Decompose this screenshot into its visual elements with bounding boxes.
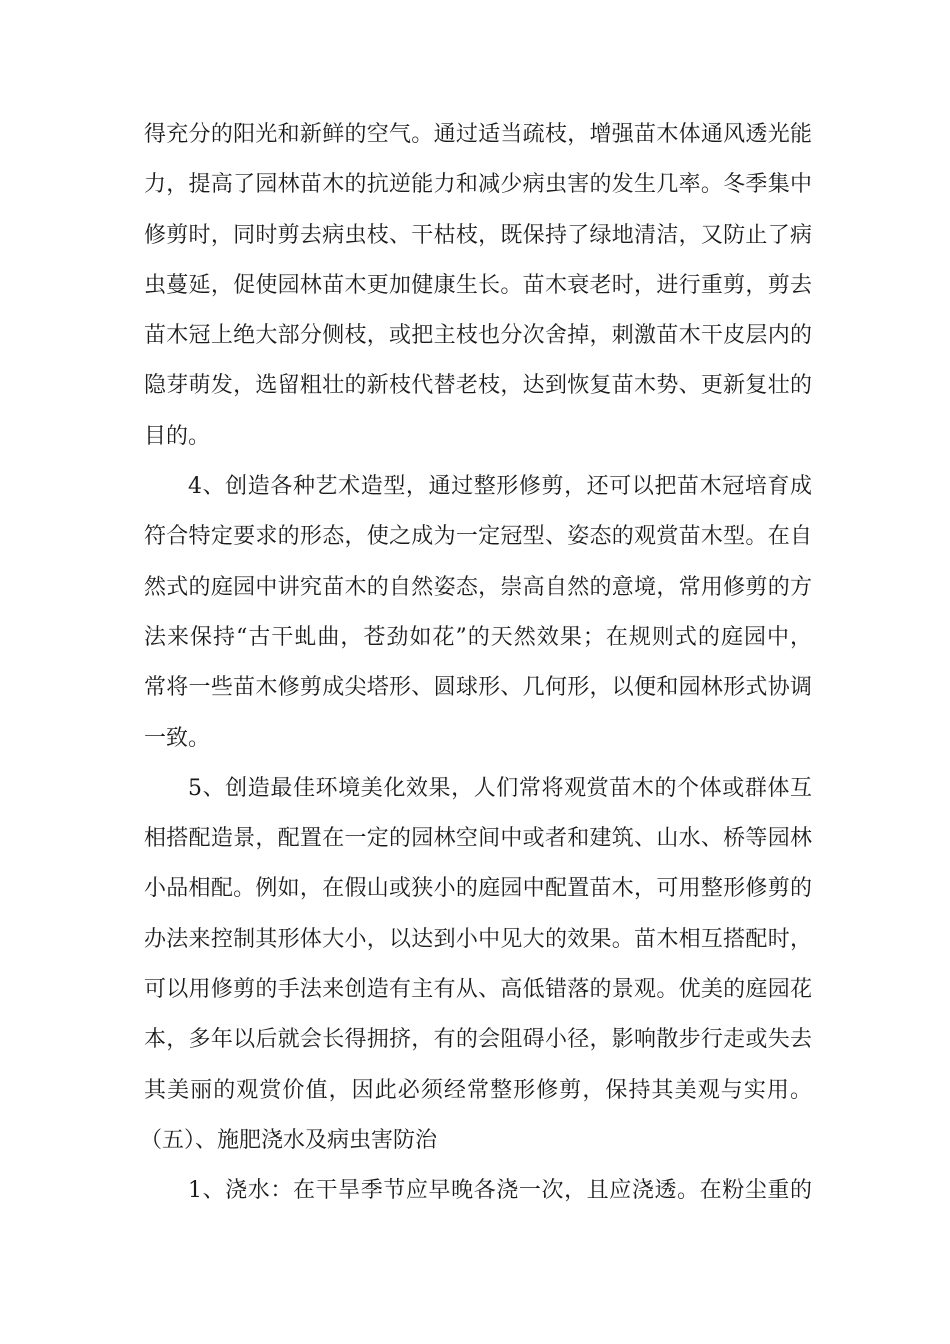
text-line: 符合特定要求的形态，使之成为一定冠型、姿态的观赏苗木型。在自 — [144, 524, 812, 550]
document-page — [140, 110, 812, 1217]
text-line: 然式的庭园中讲究苗木的自然姿态，崇高自然的意境，常用修剪的方 — [144, 574, 812, 600]
text-line: 隐芽萌发，选留粗壮的新枝代替老枝，达到恢复苗木势、更新复壮的 — [144, 373, 812, 399]
text-line: 1、浇水：在干旱季节应早晚各浇一次，且应浇透。在粉尘重的 — [188, 1178, 812, 1204]
paragraph-pruning-benefits — [144, 110, 812, 462]
text-line: 虫蔓延，促使园林苗木更加健康生长。苗木衰老时，进行重剪，剪去 — [144, 272, 812, 298]
text-line: 其美丽的观赏价值，因此必须经常整形修剪，保持其美观与实用。 — [144, 1077, 812, 1103]
text-line: 法来保持“古干虬曲，苍劲如花”的天然效果；在规则式的庭园中， — [144, 624, 812, 650]
text-line: 得充分的阳光和新鲜的空气。通过适当疏枝，增强苗木体通风透光能 — [144, 122, 812, 147]
text-line: 目的。 — [144, 423, 211, 449]
text-line: 修剪时，同时剪去病虫枝、干枯枝，既保持了绿地清洁，又防止了病 — [144, 222, 812, 248]
text-line: 办法来控制其形体大小，以达到小中见大的效果。苗木相互搭配时， — [144, 926, 812, 952]
text-line: 小品相配。例如，在假山或狭小的庭园中配置苗木，可用整形修剪的 — [144, 876, 812, 902]
text-line: 4、创造各种艺术造型，通过整形修剪，还可以把苗木冠培育成 — [188, 474, 812, 500]
text-line: 本，多年以后就会长得拥挤，有的会阻碍小径，影响散步行走或失去 — [144, 1027, 812, 1053]
text-line: 一致。 — [144, 725, 211, 751]
text-line: 常将一些苗木修剪成尖塔形、圆球形、几何形，以便和园林形式协调 — [144, 675, 812, 701]
section-heading: （五）、施肥浇水及病虫害防治 — [140, 1127, 438, 1153]
text-line: 可以用修剪的手法来创造有主有从、高低错落的景观。优美的庭园花 — [144, 977, 812, 1003]
text-line: 苗木冠上绝大部分侧枝，或把主枝也分次舍掉，刺激苗木干皮层内的 — [144, 323, 812, 349]
text-line: 相搭配造景，配置在一定的园林空间中或者和建筑、山水、桥等园林 — [144, 826, 812, 852]
paragraph-environment-beautification — [144, 764, 812, 1116]
text-line: 力，提高了园林苗木的抗逆能力和减少病虫害的发生几率。冬季集中 — [144, 172, 812, 198]
paragraph-artistic-shaping — [144, 462, 812, 764]
text-line: 5、创造最佳环境美化效果，人们常将观赏苗木的个体或群体互 — [188, 775, 812, 801]
paragraph-watering — [144, 1166, 812, 1216]
